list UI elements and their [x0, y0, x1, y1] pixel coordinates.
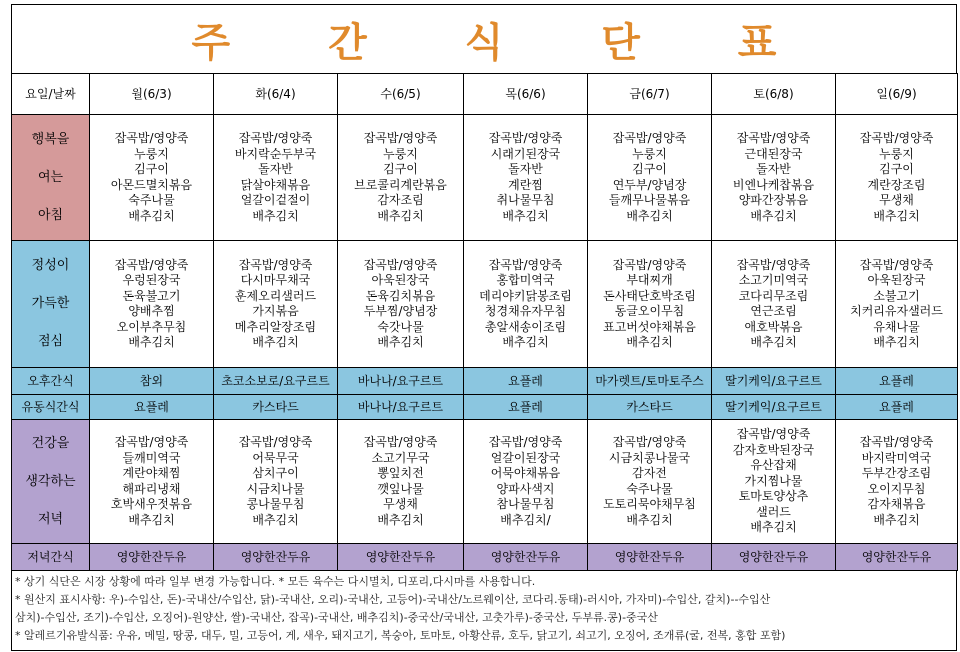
footnote-line: 삼치)-수입산, 조기)-수입산, 오징어)-원양산, 쌀)-국내산, 잡곡)-국내산, 배추김치)-중국산/국내산, 고춧가루)-중국산, 두부류.콩)-중국산 [15, 611, 658, 624]
snack-cell: 카스타드 [588, 395, 712, 420]
menu-cell: 잡곡밥/영양죽 누룽지 김구이 연두부/양념장 들깨무나물볶음 배추김치 [588, 115, 712, 241]
night-snack-label: 저녁간식 [12, 544, 90, 571]
footnote-line: * 알레르기유발식품: 우유, 메밀, 땅콩, 대두, 밀, 고등어, 게, 새우, 돼지고기, 복숭아, 토마토, 아황산류, 호두, 닭고기, 쇠고기, 오징어, 조개류(굴, 전복, 홍합 포함) [15, 629, 786, 642]
snack-cell: 초코소보로/요구르트 [214, 368, 338, 395]
flow-snack-row [12, 395, 958, 420]
snack-cell: 요플레 [90, 395, 214, 420]
flow-snack-label: 유동식간식 [12, 395, 90, 420]
snack-cell: 영양한잔두유 [214, 544, 338, 571]
snack-cell: 요플레 [836, 395, 958, 420]
snack-cell: 카스타드 [214, 395, 338, 420]
pm-snack-label: 오후간식 [12, 368, 90, 395]
breakfast-label: 행복을 여는 아침 [12, 115, 90, 241]
header-row [12, 74, 958, 115]
snack-cell: 바나나/요구르트 [338, 395, 464, 420]
snack-cell: 딸기케익/요구르트 [712, 395, 836, 420]
menu-cell: 잡곡밥/영양죽 바지락순두부국 돌자반 닭살야채볶음 얼갈이겉절이 배추김치 [214, 115, 338, 241]
day-header: 토(6/8) [712, 74, 836, 115]
snack-cell: 영양한잔두유 [464, 544, 588, 571]
menu-cell: 잡곡밥/영양죽 얼갈이된장국 어묵야채볶음 양파사색지 참나물무침 배추김치/ [464, 420, 588, 544]
snack-cell: 마가렛트/토마토주스 [588, 368, 712, 395]
menu-cell: 잡곡밥/영양죽 감자호박된장국 유산잡채 가지찜나물 토마토양상추 샐러드 배추김치 [712, 420, 836, 544]
day-header: 금(6/7) [588, 74, 712, 115]
menu-cell: 잡곡밥/영양죽 어묵무국 삼치구이 시금치나물 콩나물무침 배추김치 [214, 420, 338, 544]
menu-cell: 잡곡밥/영양죽 아욱된장국 소불고기 치커리유자샐러드 유채나물 배추김치 [836, 241, 958, 368]
menu-cell: 잡곡밥/영양죽 누룽지 김구이 아몬드멸치볶음 숙주나물 배추김치 [90, 115, 214, 241]
day-header: 화(6/4) [214, 74, 338, 115]
menu-cell: 잡곡밥/영양죽 근대된장국 돌자반 비엔나케찹볶음 양파간장볶음 배추김치 [712, 115, 836, 241]
menu-cell: 잡곡밥/영양죽 다시마무채국 훈제오리샐러드 가지볶음 메추리알장조림 배추김치 [214, 241, 338, 368]
snack-cell: 영양한잔두유 [712, 544, 836, 571]
footnote-line: * 상기 식단은 시장 상황에 따라 일부 변경 가능합니다. * 모든 육수는 다시멸치, 디포리,다시마를 사용합니다. [15, 575, 536, 588]
day-header: 수(6/5) [338, 74, 464, 115]
footnote-line: * 원산지 표시사항: 우)-수입산, 돈)-국내산/수입산, 닭)-국내산, 오리)-국내산, 고등어)-국내산/노르웨이산, 코다리.동태)-러시아, 가자미)-수입산, 갈치)--수입산 [15, 593, 771, 606]
pm-snack-row [12, 368, 958, 395]
day-header: 목(6/6) [464, 74, 588, 115]
dinner-row [12, 420, 958, 544]
menu-cell: 잡곡밥/영양죽 누룽지 김구이 브로콜리계란볶음 감자조림 배추김치 [338, 115, 464, 241]
menu-cell: 잡곡밥/영양죽 누룽지 김구이 계란장조림 무생채 배추김치 [836, 115, 958, 241]
menu-cell: 잡곡밥/영양죽 아욱된장국 돈육김치볶음 두부찜/양념장 숙갓나물 배추김치 [338, 241, 464, 368]
snack-cell: 요플레 [836, 368, 958, 395]
lunch-row [12, 241, 958, 368]
page-title: 주 간 식 단 표 [11, 4, 957, 73]
menu-cell: 잡곡밥/영양죽 들깨미역국 계란야채찜 해파리냉채 호박새우젓볶음 배추김치 [90, 420, 214, 544]
lunch-label: 정성이 가득한 점심 [12, 241, 90, 368]
menu-cell: 잡곡밥/영양죽 시금치콩나물국 감자전 숙주나물 도토리묵야채무침 배추김치 [588, 420, 712, 544]
snack-cell: 영양한잔두유 [588, 544, 712, 571]
breakfast-row [12, 115, 958, 241]
menu-cell: 잡곡밥/영양죽 소고기미역국 코다리무조림 연근조림 애호박볶음 배추김치 [712, 241, 836, 368]
header-label: 요일/날짜 [12, 74, 90, 115]
snack-cell: 바나나/요구르트 [338, 368, 464, 395]
menu-sheet [11, 4, 957, 651]
day-header: 월(6/3) [90, 74, 214, 115]
weekly-menu-table [11, 73, 958, 571]
snack-cell: 딸기케익/요구르트 [712, 368, 836, 395]
dinner-label: 건강을 생각하는 저녁 [12, 420, 90, 544]
menu-cell: 잡곡밥/영양죽 우렁된장국 돈육불고기 양배추찜 오이부추무침 배추김치 [90, 241, 214, 368]
snack-cell: 영양한잔두유 [836, 544, 958, 571]
snack-cell: 요플레 [464, 368, 588, 395]
day-header: 일(6/9) [836, 74, 958, 115]
menu-cell: 잡곡밥/영양죽 시래기된장국 돌자반 계란찜 취나물무침 배추김치 [464, 115, 588, 241]
snack-cell: 영양한잔두유 [338, 544, 464, 571]
menu-cell: 잡곡밥/영양죽 소고기무국 뽕잎치전 깻잎나물 무생채 배추김치 [338, 420, 464, 544]
menu-cell: 잡곡밥/영양죽 홍합미역국 데리야키닭봉조림 청경채유자무침 총알새송이조림 배추김치 [464, 241, 588, 368]
snack-cell: 참외 [90, 368, 214, 395]
menu-cell: 잡곡밥/영양죽 바지락미역국 두부간장조림 오이지무침 감자채볶음 배추김치 [836, 420, 958, 544]
snack-cell: 요플레 [464, 395, 588, 420]
footnotes [11, 571, 957, 651]
snack-cell: 영양한잔두유 [90, 544, 214, 571]
menu-cell: 잡곡밥/영양죽 부대찌개 돈사태단호박조림 동글오이무침 표고버섯야채볶음 배추김치 [588, 241, 712, 368]
night-snack-row [12, 544, 958, 571]
